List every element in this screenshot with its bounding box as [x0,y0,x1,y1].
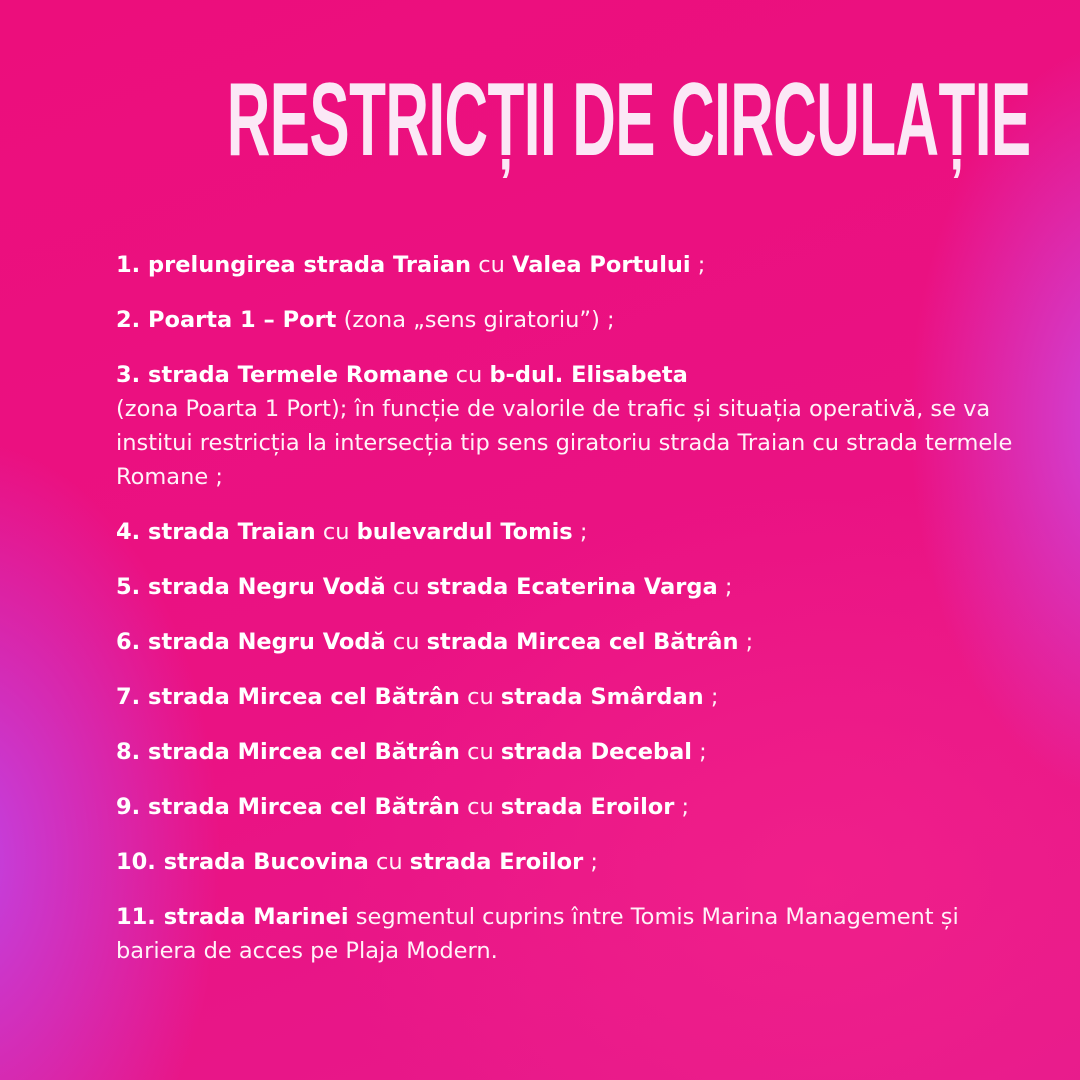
separator: ; [691,739,707,765]
separator: ; [583,849,598,875]
list-item [116,900,1016,968]
item-note: (zona Poarta 1 Port); în funcție de valorile de trafic și situația operativă, se va institui restricția la intersecția tip sens giratoriu strada Traian cu strada termele Romane ; [116,396,1013,490]
item-number: 3. [116,362,149,388]
connector: cu [459,684,501,710]
connector: cu [459,739,501,765]
item-number: 6. [116,629,149,655]
street-name: strada Negru Vodă [148,629,386,655]
separator: ; [690,252,706,278]
street-name: strada Traian [148,519,316,545]
item-number: 7. [116,684,149,710]
street-name: bulevardul Tomis [356,519,573,545]
street-name: strada Marinei [163,904,349,930]
list-item [116,625,1016,659]
street-name: prelungirea strada Traian [148,252,472,278]
street-name: strada Smârdan [500,684,704,710]
page-title: RESTRICȚII DE CIRCULAȚIE [226,62,1031,178]
item-number: 11. [116,904,164,930]
street-name: strada Mircea cel Bătrân [148,794,460,820]
street-name: strada Decebal [500,739,692,765]
restriction-list [116,248,1016,989]
item-number: 5. [116,574,149,600]
separator: ; [674,794,690,820]
list-item [116,248,1016,282]
street-name: strada Eroilor [500,794,675,820]
list-item [116,570,1016,604]
separator: ; [717,574,733,600]
list-item [116,790,1016,824]
item-number: 1. [116,252,149,278]
item-number: 10. [116,849,164,875]
connector: cu [385,574,427,600]
item-note: (zona „sens giratoriu”) ; [336,307,615,333]
list-item [116,358,1016,494]
connector: cu [385,629,427,655]
street-name: strada Mircea cel Bătrân [148,684,460,710]
street-name: strada Bucovina [163,849,369,875]
street-name: strada Termele Romane [148,362,449,388]
item-number: 8. [116,739,149,765]
street-name: strada Mircea cel Bătrân [426,629,739,655]
street-name: b-dul. Elisabeta [489,362,688,388]
list-item [116,735,1016,769]
list-item [116,303,1016,337]
item-number: 2. [116,307,149,333]
separator: ; [703,684,719,710]
item-number: 4. [116,519,149,545]
connector: cu [459,794,501,820]
street-name: strada Eroilor [409,849,584,875]
street-name: strada Ecaterina Varga [426,574,718,600]
list-item [116,515,1016,549]
connector: cu [471,252,513,278]
street-name: Valea Portului [512,252,691,278]
separator: ; [738,629,754,655]
list-item [116,845,1016,879]
list-item [116,680,1016,714]
street-name: strada Negru Vodă [148,574,386,600]
street-name: strada Mircea cel Bătrân [148,739,460,765]
street-name: Poarta 1 – Port [148,307,337,333]
connector: cu [315,519,357,545]
item-note: segmentul cuprins între Tomis Marina Management și bariera de acces pe Plaja Modern. [116,904,959,964]
connector: cu [368,849,410,875]
separator: ; [572,519,588,545]
item-number: 9. [116,794,149,820]
connector: cu [448,362,490,388]
